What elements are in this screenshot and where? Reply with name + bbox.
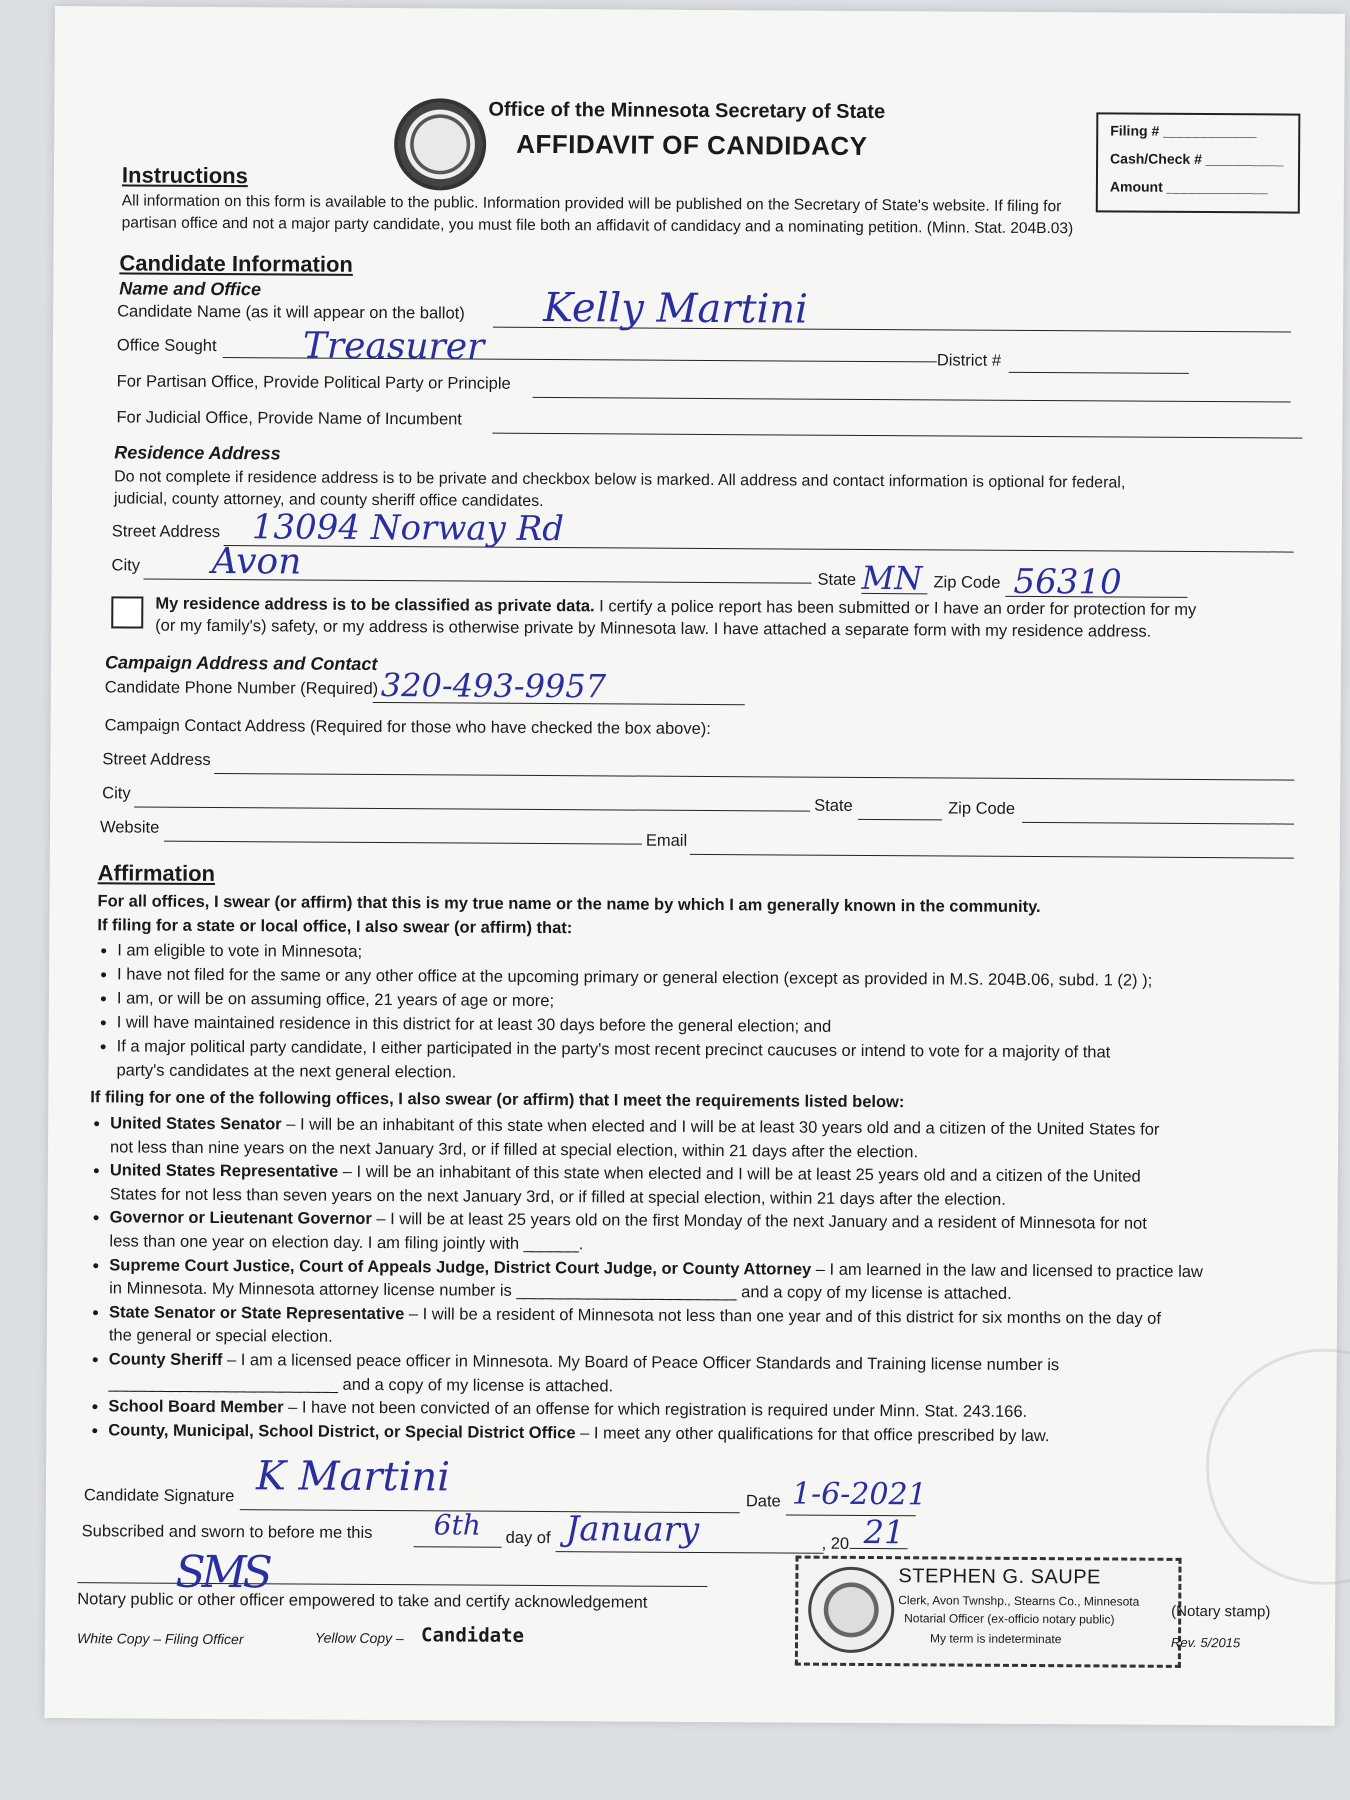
campaign-street-line xyxy=(214,773,1294,781)
residence-state-label: State xyxy=(817,570,857,589)
bullet-item: • I am eligible to vote in Minnesota; xyxy=(117,938,1152,968)
office-req-item: • United States Senator – I will be an inhabitant of this state when elected and I will be at least 30 years old and a citizen of the United States for not less than nine years on the next January 3rd, or if filled at special election, within 21 days after the election. xyxy=(110,1112,1204,1166)
bullet-item: • I am, or will be on assuming office, 21 years of age or more; xyxy=(117,986,1152,1016)
candidate-name-value[interactable]: Kelly Martini xyxy=(543,284,809,333)
residence-zip-label: Zip Code xyxy=(933,573,1001,592)
judicial-label: For Judicial Office, Provide Name of Incumbent xyxy=(116,408,462,429)
amount-label: Amount _____________ xyxy=(1109,178,1268,196)
campaign-city-line xyxy=(134,806,810,811)
stamp-line-3: My term is indeterminate xyxy=(930,1631,1062,1647)
form-title: AFFIDAVIT OF CANDIDACY xyxy=(516,128,868,161)
stamp-line-1: Clerk, Avon Twnshp., Stearns Co., Minnesota xyxy=(898,1593,1140,1609)
filing-box xyxy=(1096,112,1301,213)
campaign-zip-line xyxy=(1022,822,1294,825)
office-requirements xyxy=(86,1112,1204,1449)
instructions-heading: Instructions xyxy=(121,162,248,189)
year-label: , 20 xyxy=(822,1535,908,1555)
notary-label: Notary public or other officer empowered to take and certify acknowledgement xyxy=(77,1590,648,1612)
residence-state-value[interactable]: MN xyxy=(861,558,923,598)
candidate-info-heading: Candidate Information xyxy=(119,250,353,277)
affidavit-paper xyxy=(45,6,1345,1726)
stamp-name: STEPHEN G. SAUPE xyxy=(898,1565,1101,1589)
yellow-copy-handwritten: Candidate xyxy=(420,1624,525,1647)
yellow-copy-label: Yellow Copy – xyxy=(314,1629,404,1647)
instructions-line-1: All information on this form is available to the public. Information provided will be published on the Secretary of State's website. If filing for xyxy=(121,192,1062,216)
candidate-name-label: Candidate Name (as it will appear on the ballot) xyxy=(117,302,465,323)
residence-street-value[interactable]: 13094 Norway Rd xyxy=(251,507,565,550)
partisan-label: For Partisan Office, Provide Political Party or Principle xyxy=(116,372,511,393)
campaign-heading: Campaign Address and Contact xyxy=(104,652,378,674)
campaign-state-label: State xyxy=(814,796,853,815)
date-value[interactable]: 1-6-2021 xyxy=(791,1476,927,1513)
month-line xyxy=(556,1551,824,1554)
state-seal-icon xyxy=(394,98,487,191)
office-req-item: • United States Representative – I will be an inhabitant of this state when elected and I will be at least 25 years old and a citizen of the United States for not less than seven years on the next January 3rd, or if filled at special election, within 21 days after the election. xyxy=(110,1160,1204,1214)
notary-signature[interactable]: SMS xyxy=(175,1546,269,1599)
stamp-line-2: Notarial Officer (ex-officio notary public) xyxy=(904,1611,1115,1627)
email-label: Email xyxy=(645,831,688,850)
partisan-line xyxy=(533,397,1291,403)
notary-stamp-label: (Notary stamp) xyxy=(1171,1602,1271,1621)
residence-zip-value[interactable]: 56310 xyxy=(1013,561,1122,603)
private-data-text-2: (or my family's) safety, or my address is otherwise private by Minnesota law. I have attached a separate form with my residence address. xyxy=(155,616,1152,641)
affirmation-p3: If filing for one of the following offices, I also swear (or affirm) that I meet the requirements listed below: xyxy=(90,1088,905,1112)
residence-city-value[interactable]: Avon xyxy=(211,540,302,583)
notary-signature-line xyxy=(77,1582,707,1587)
state-local-bullets xyxy=(94,938,1152,1088)
phone-label: Candidate Phone Number (Required) xyxy=(104,678,379,698)
campaign-state-line xyxy=(858,819,942,821)
website-line xyxy=(164,841,642,845)
office-title: Office of the Minnesota Secretary of State xyxy=(488,98,886,124)
name-office-subheading: Name and Office xyxy=(119,278,262,300)
white-copy-label: White Copy – Filing Officer xyxy=(76,1630,244,1648)
office-req-item: • County Sheriff – I am a licensed peace officer in Minnesota. My Board of Peace Officer Standards and Training license number is _________________________ and a copy of my license is attached. xyxy=(109,1348,1203,1402)
judicial-line xyxy=(492,433,1302,439)
website-label: Website xyxy=(99,818,160,837)
office-req-item: • County, Municipal, School District, or Special District Office – I meet any other qualifications for that office prescribed by law. xyxy=(108,1419,1202,1449)
signature-label: Candidate Signature xyxy=(83,1486,235,1506)
bullet-item: • I have not filed for the same or any other office at the upcoming primary or general election (except as provided in M.S. 204B.06, subd. 1 (2) ); xyxy=(117,962,1152,992)
embossed-seal-icon xyxy=(1205,1348,1350,1585)
affirmation-heading: Affirmation xyxy=(97,860,216,886)
bullet-item: • If a major political party candidate, I either participated in the party's most recent precinct caucuses or intend to vote for a majority of that xyxy=(117,1034,1152,1064)
contact-address-label: Campaign Contact Address (Required for those who have checked the box above): xyxy=(104,716,711,739)
sworn-day-value[interactable]: 6th xyxy=(433,1508,481,1542)
phone-value[interactable]: 320-493-9957 xyxy=(380,666,607,706)
residence-note-2: judicial, county attorney, and county sheriff office candidates. xyxy=(113,490,544,510)
office-sought-label: Office Sought xyxy=(116,336,217,355)
affirmation-p1: For all offices, I swear (or affirm) that this is my true name or the name by which I am generally known in the community. xyxy=(97,892,1041,917)
campaign-zip-label: Zip Code xyxy=(948,799,1016,818)
filing-number-label: Filing # ____________ xyxy=(1110,122,1257,140)
office-req-item: • Supreme Court Justice, Court of Appeals Judge, District Court Judge, or County Attorney – I am learned in the law and licensed to practice law in Minnesota. My Minnesota attorney license number is ________________________ and a copy of my license is attached. xyxy=(109,1254,1203,1308)
sworn-label: Subscribed and sworn to before me this xyxy=(81,1522,373,1542)
day-of-label: day of xyxy=(505,1528,551,1548)
candidate-signature[interactable]: K Martini xyxy=(255,1453,451,1501)
private-data-text: My residence address is to be classified as private data. I certify a police report has been submitted or I have an order for protection for my xyxy=(155,594,1197,619)
email-line xyxy=(690,854,1294,859)
affirmation-p2: If filing for a state or local office, I also swear (or affirm) that: xyxy=(97,916,573,938)
district-line xyxy=(1009,372,1189,374)
residence-street-label: Street Address xyxy=(111,522,221,542)
campaign-street-label: Street Address xyxy=(102,750,211,769)
month-value[interactable]: January xyxy=(565,1509,700,1550)
stamp-seal-icon xyxy=(808,1567,895,1654)
residence-city-label: City xyxy=(111,556,141,575)
cash-check-label: Cash/Check # __________ xyxy=(1110,150,1284,168)
sworn-day-line xyxy=(414,1546,502,1548)
year-value[interactable]: 21 xyxy=(863,1512,905,1552)
revision-label: Rev. 5/2015 xyxy=(1170,1634,1241,1651)
notary-stamp xyxy=(795,1556,1182,1668)
date-label: Date xyxy=(745,1492,781,1511)
office-req-item: • Governor or Lieutenant Governor – I will be at least 25 years old on the first Monday of the next January and a resident of Minnesota for not less than one year on election day. I am filing jointly with ______. xyxy=(109,1207,1203,1261)
office-req-item: • School Board Member – I have not been convicted of an offense for which registration is required under Minn. Stat. 243.166. xyxy=(108,1395,1202,1425)
campaign-city-label: City xyxy=(102,784,131,803)
district-label: District # xyxy=(936,351,1002,370)
instructions-line-2: partisan office and not a major party candidate, you must file both an affidavit of candidacy and a nominating petition. (Minn. Stat. 204B.03) xyxy=(121,214,1074,238)
bullet-item-continued: party's candidates at the next general election. xyxy=(116,1061,457,1082)
residence-heading: Residence Address xyxy=(114,442,281,464)
residence-note-1: Do not complete if residence address is to be private and checkbox below is marked. All address and contact information is optional for federal, xyxy=(114,468,1126,492)
office-sought-value[interactable]: Treasurer xyxy=(302,325,485,368)
private-data-checkbox[interactable] xyxy=(111,596,143,628)
bullet-item: • I will have maintained residence in this district for at least 30 days before the general election; and xyxy=(117,1010,1152,1040)
office-req-item: • State Senator or State Representative – I will be a resident of Minnesota not less than one year and of this district for six months on the day of the general or special election. xyxy=(109,1301,1203,1355)
